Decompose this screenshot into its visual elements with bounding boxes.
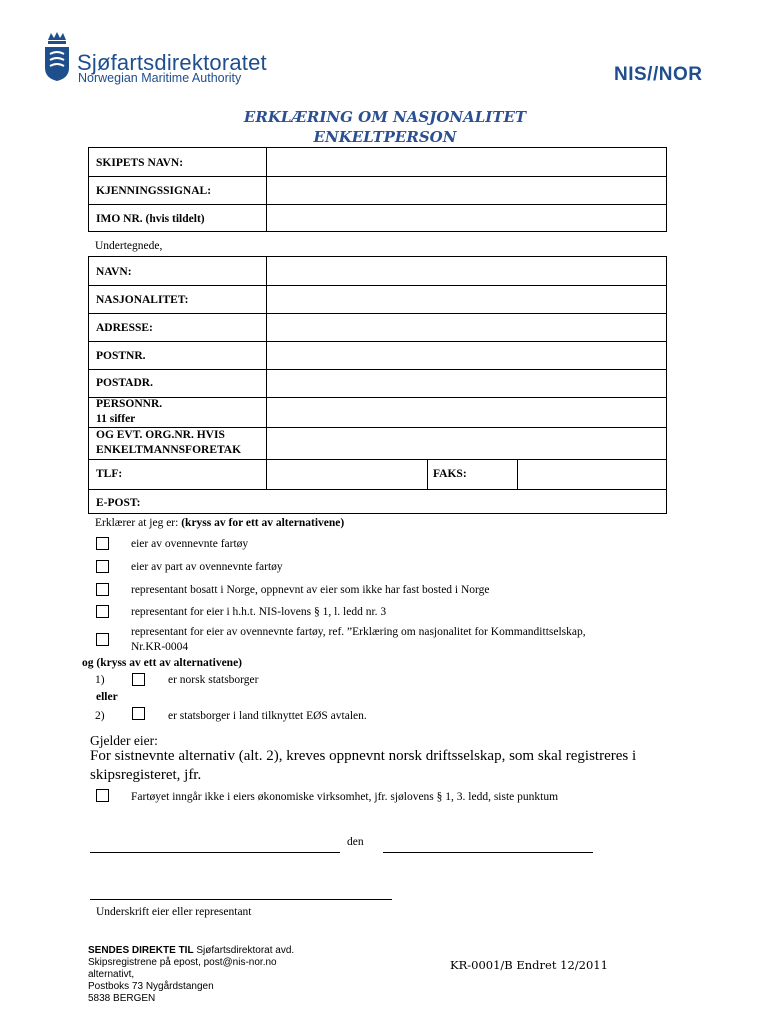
norwegian-citizen-label: er norsk statsborger (168, 674, 259, 686)
footer-address (88, 945, 294, 1005)
nasjonalitet-field[interactable] (267, 286, 666, 313)
label-epost: E-POST: (96, 497, 141, 509)
citizenship-heading: og (kryss av ett av alternativene) (82, 657, 243, 669)
applies-heading: Gjelder eier: (90, 733, 158, 748)
option-representative-nis-label: representant for eier i h.h.t. NIS-lovens § 1, l. ledd nr. 3 (131, 606, 387, 618)
den-label: den (347, 836, 364, 848)
option-representative-resident-label: representant bosatt i Norge, oppnevnt av eier som ikke har fast bosted i Norge (131, 584, 490, 596)
form-title-line1: ERKLÆRING OM NASJONALITET (243, 108, 527, 126)
callsign-field[interactable] (267, 177, 666, 204)
footer-line5: 5838 BERGEN (88, 993, 156, 1004)
citizenship-num2: 2) (95, 710, 105, 722)
option-representative-kommandit-ref: Nr.KR-0004 (131, 641, 189, 653)
option-owner-checkbox[interactable] (96, 537, 109, 550)
option-part-owner-label: eier av part av ovennevnte fartøy (131, 561, 283, 573)
person-table (88, 256, 667, 514)
option-owner-label: eier av ovennevnte fartøy (131, 538, 249, 550)
place-line[interactable] (90, 852, 340, 853)
signature-line[interactable] (90, 899, 392, 900)
norwegian-citizen-checkbox[interactable] (132, 673, 145, 686)
label-faks: FAKS: (433, 468, 467, 480)
declare-instruction: (kryss av for ett av alternativene) (181, 517, 345, 529)
footer-send-bold: SENDES DIREKTE TIL (88, 945, 194, 956)
imo-field[interactable] (267, 205, 666, 231)
label-nasjonalitet: NASJONALITET: (96, 294, 189, 306)
label-navn: NAVN: (96, 266, 132, 278)
label-tlf: TLF: (96, 468, 123, 480)
footer-line3: alternativt, (88, 969, 135, 980)
label-adresse: ADRESSE: (96, 322, 153, 334)
label-imo: IMO NR. (hvis tildelt) (96, 213, 205, 225)
label-postnr: POSTNR. (96, 350, 146, 362)
label-orgnr: OG EVT. ORG.NR. HVIS (96, 429, 225, 441)
date-line[interactable] (383, 852, 593, 853)
eea-citizen-label: er statsborger i land tilknyttet EØS avtalen. (168, 710, 367, 722)
personnr-field[interactable] (267, 398, 666, 427)
label-postadr: POSTADR. (96, 377, 153, 389)
nis-logo: NIS//NOR (614, 64, 703, 85)
citizenship-num1: 1) (95, 674, 105, 686)
footer-send-rest: Sjøfartsdirektorat avd. (193, 945, 295, 956)
non-economic-activity-label: Fartøyet inngår ikke i eiers økonomiske virksomhet, jfr. sjølovens § 1, 3. ledd, siste punktum (131, 791, 559, 803)
label-personnr-digits: 11 siffer (96, 413, 136, 425)
option-representative-kommandit-label: representant for eier av ovennevnte fartøy, ref. ”Erklæring om nasjonalitet for Kommandittselskap, (131, 626, 586, 638)
footer-line4: Postboks 73 Nygårdstangen (88, 981, 214, 992)
postnr-field[interactable] (267, 342, 666, 369)
eea-citizen-checkbox[interactable] (132, 707, 145, 720)
option-representative-kommandit-checkbox[interactable] (96, 633, 109, 646)
tlf-field[interactable] (267, 460, 427, 489)
faks-field[interactable] (518, 460, 666, 489)
applies-text-line2: skipsregisteret, jfr. (90, 767, 202, 783)
ship-name-field[interactable] (267, 148, 666, 176)
org-logo (42, 30, 72, 82)
org-name: Sjøfartsdirektoratet (77, 50, 267, 75)
postadr-field[interactable] (267, 370, 666, 397)
applies-text-line1: For sistnevnte alternativ (alt. 2), kreves oppnevnt norsk driftsselskap, som skal registreres i (90, 748, 637, 764)
citizenship-or: eller (96, 691, 118, 703)
option-representative-nis-checkbox[interactable] (96, 605, 109, 618)
option-representative-resident-checkbox[interactable] (96, 583, 109, 596)
orgnr-field[interactable] (267, 428, 666, 459)
crown-shield-icon (42, 30, 72, 82)
signature-label: Underskrift eier eller representant (96, 906, 252, 918)
org-subtitle: Norwegian Maritime Authority (78, 71, 242, 85)
non-economic-activity-checkbox[interactable] (96, 789, 109, 802)
option-part-owner-checkbox[interactable] (96, 560, 109, 573)
form-id: KR-0001/B Endret 12/2011 (450, 958, 608, 972)
footer-line2: Skipsregistrene på epost, post@nis-nor.no (88, 957, 277, 968)
label-orgnr-2: ENKELTMANNSFORETAK (96, 444, 242, 456)
form-title-line2: ENKELTPERSON (313, 128, 457, 146)
navn-field[interactable] (267, 257, 666, 285)
label-callsign: KJENNINGSSIGNAL: (96, 185, 212, 197)
undersigned-label: Undertegnede, (95, 240, 163, 252)
ship-table (88, 147, 667, 232)
declare-prefix: Erklærer at jeg er: (95, 517, 182, 529)
adresse-field[interactable] (267, 314, 666, 341)
declare-text (95, 517, 344, 529)
label-ship-name: SKIPETS NAVN: (96, 157, 184, 169)
label-personnr: PERSONNR. (96, 398, 163, 410)
